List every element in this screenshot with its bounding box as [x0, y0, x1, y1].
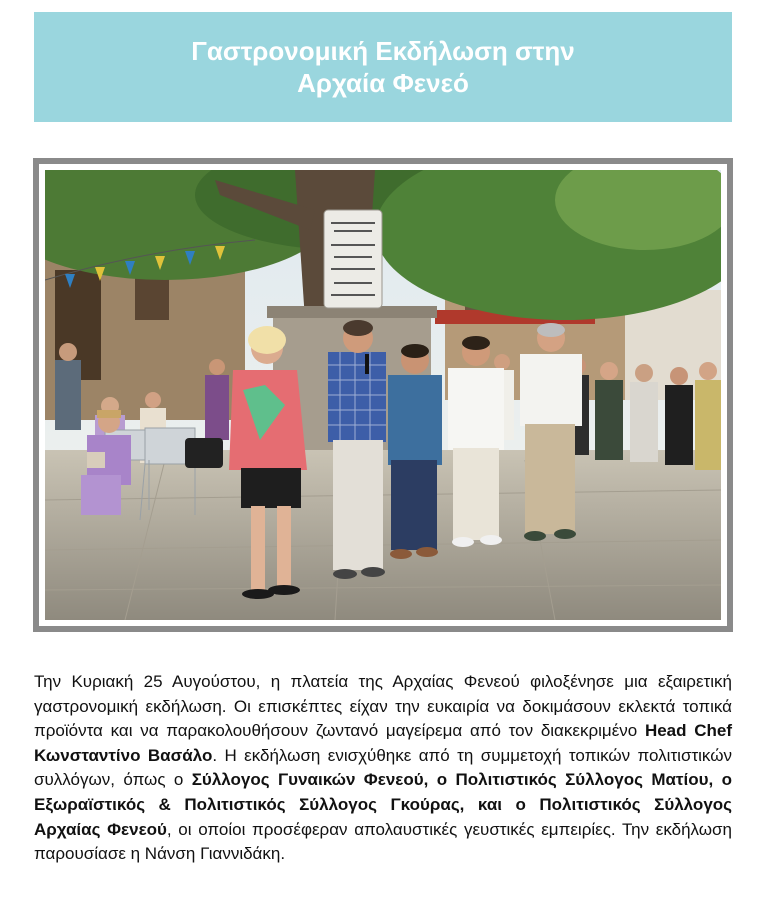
head-chef-name: Head Chef Κωνσταντίνο Βασάλο	[34, 721, 733, 765]
gray-haired-man	[520, 323, 582, 541]
event-photo	[45, 170, 721, 620]
cultural-associations: Σύλλογος Γυναικών Φενεού, ο Πολιτιστικός Σύλλογος Ματίου, ο Εξωραϊστικός & Πολιτιστικός Σύλλογος Γκούρας, και ο Πολιτιστικός Σύλλογος Αρχαίας Φενεού	[34, 770, 732, 839]
page-title-line-2: Αρχαία Φενεό	[297, 68, 469, 98]
article-text-part-1: Την Κυριακή 25 Αυγούστου, η πλατεία της Αρχαίας Φενεού φιλοξένησε μια εξαιρετική γαστρονομική εκδήλωση. Οι επισκέπτες είχαν την ευκαιρία να δοκιμάσουν εκλεκτά τοπικά προϊόντα και να παρακολουθήσουν ζωντανό μαγείρεμα από τον διακεκριμένο	[34, 672, 732, 741]
article-text-part-3: , οι οποίοι προσέφεραν απολαυστικές γευστικές εμπειρίες. Την εκδήλωση παρουσίασε η Νάνση Γιαννιδάκη.	[34, 819, 732, 864]
handbag	[87, 452, 105, 468]
man-checkered-shirt	[328, 320, 386, 579]
man-blue-shirt	[388, 344, 442, 559]
title-banner	[34, 12, 732, 122]
article-body	[34, 670, 732, 867]
article-text-part-2: . Η εκδήλωση ενισχύθηκε από τη συμμετοχή τοπικών πολιτιστικών συλλόγων, όπως ο	[34, 745, 732, 790]
monument-plaque	[324, 210, 382, 308]
black-bag	[185, 438, 223, 468]
event-photo-illustration	[45, 170, 721, 620]
page-title-line-1: Γαστρονομική Εκδήλωση στην	[191, 36, 575, 66]
photo-frame	[33, 158, 733, 632]
